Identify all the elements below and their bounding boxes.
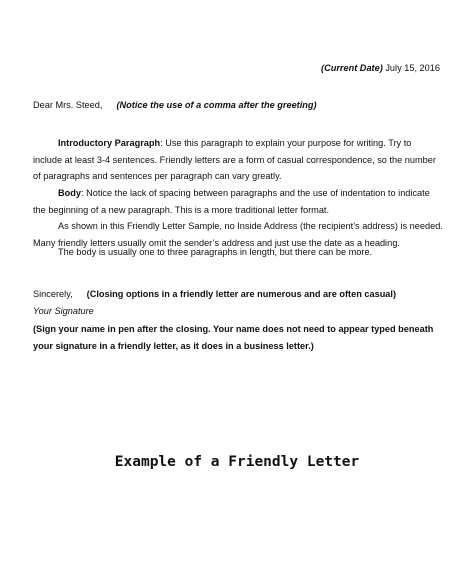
date-label: (Current Date) — [321, 63, 383, 73]
closing-text: Sincerely, — [33, 289, 73, 299]
paragraph-length-note — [33, 244, 443, 261]
page-title: Example of a Friendly Letter — [114, 454, 360, 470]
closing-note: (Closing options in a friendly letter are numerous and are often casual) — [86, 289, 397, 299]
letter-date — [321, 60, 440, 77]
salutation — [33, 97, 443, 114]
salutation-note: (Notice the use of a comma after the greeting) — [116, 100, 317, 110]
signature-label: Your Signature — [33, 306, 94, 316]
paragraph-lead: Body — [58, 188, 81, 198]
paragraph-body — [33, 185, 443, 218]
paragraph-text: As shown in this Friendly Letter Sample, no Inside Address (the recipient’s address) is needed. Many friendly letters usually omit the sender’s address and just use the date as a heading. — [33, 221, 443, 248]
paragraph-text: : Notice the lack of spacing between paragraphs and the use of indentation to indicate the beginning of a new paragraph. This is a more traditional letter format. — [33, 188, 430, 215]
signature-note: (Sign your name in pen after the closing. Your name does not need to appear typed beneath your signature in a friendly letter, as it does in a business letter.) — [33, 324, 434, 351]
signature — [33, 303, 443, 320]
paragraph-text: : Use this paragraph to explain your purpose for writing. Try to include at least 3-4 sentences. Friendly letters are a form of casual correspondence, so the number of paragraphs and sentences per paragraph can vary greatly. — [33, 138, 436, 181]
paragraph-introductory — [33, 135, 443, 185]
date-value: July 15, 2016 — [382, 63, 440, 73]
paragraph-lead: Introductory Paragraph — [58, 138, 161, 148]
paragraph-text: The body is usually one to three paragraphs in length, but there can be more. — [58, 247, 373, 257]
salutation-text: Dear Mrs. Steed, — [33, 100, 103, 110]
closing — [33, 286, 443, 303]
